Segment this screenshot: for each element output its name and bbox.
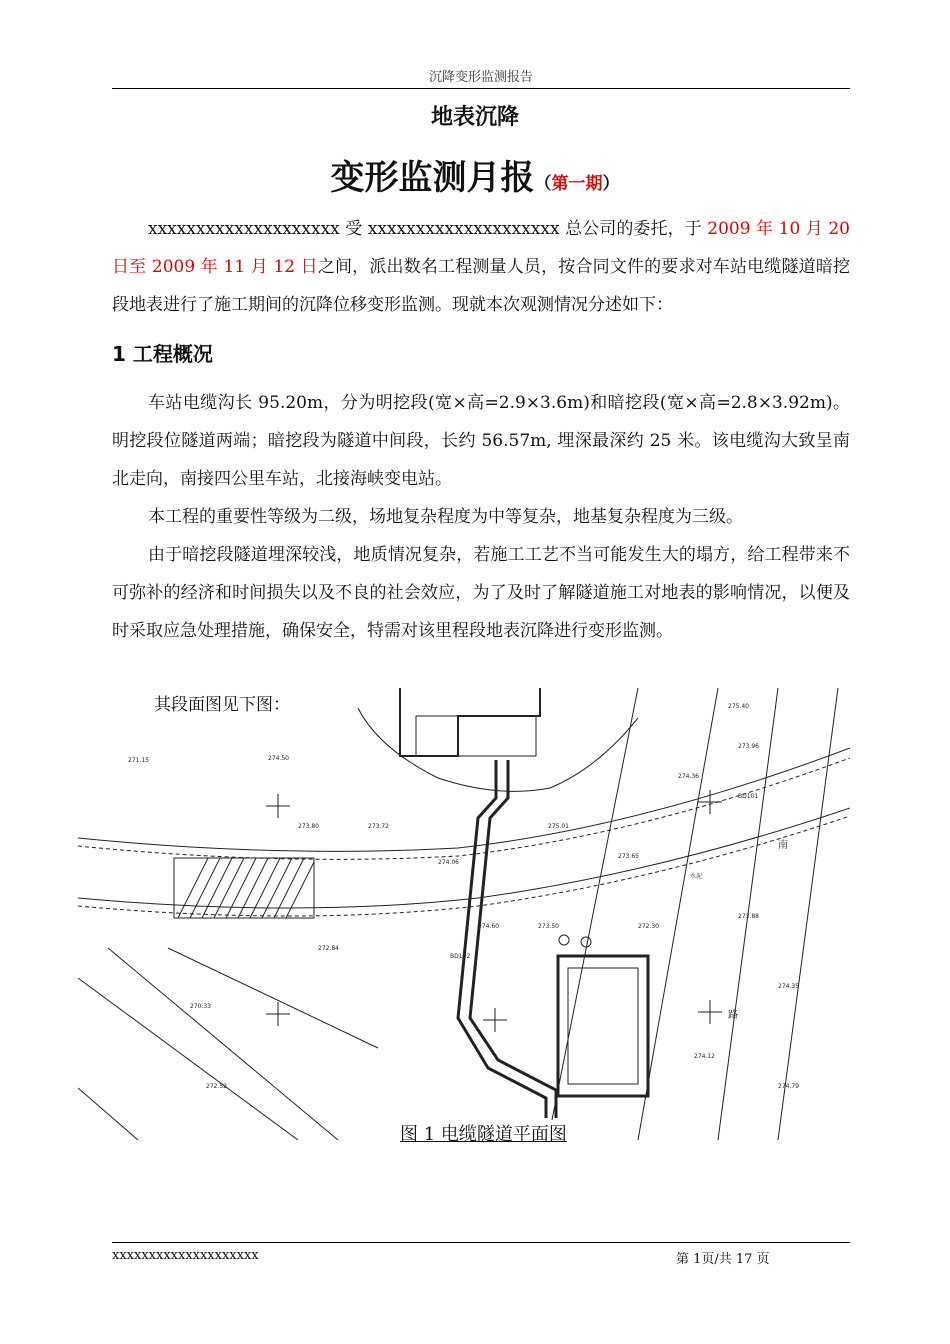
section-paragraph-2: 本工程的重要性等级为二级，场地复杂程度为中等复杂，地基复杂程度为三级。 [148, 507, 743, 527]
elev-label: 273.96 [738, 743, 759, 750]
elev-label: 274.35 [778, 983, 799, 990]
issue-open: （ [534, 174, 552, 194]
elev-label: 274.12 [694, 1053, 715, 1060]
section-paragraph-1: 车站电缆沟长 95.20m，分为明挖段(宽×高=2.9×3.6m)和暗挖段(宽×高=2.8×3.92m)。明挖段位隧道两端；暗挖段为隧道中间段，长约 56.57m, 埋深最深约 25 米。该电缆沟大致呈南北走向，南接四公里车站，北接海峡变电站。 [112, 393, 850, 489]
main-title: 变形监测月报 [330, 158, 535, 198]
elev-label: 273.50 [538, 923, 559, 930]
elev-label: 272.30 [638, 923, 659, 930]
elev-label: 274.06 [438, 859, 459, 866]
elev-label: 275.40 [728, 703, 749, 710]
elev-label: 274.60 [478, 923, 499, 930]
intro-date-range: 2009 年 10 月 20 日至 2009 年 11 月 12 日 [112, 219, 850, 277]
figure-caption: 图 1 电缆隧道平面图 [398, 1120, 569, 1146]
intro-text-b: 之间，派出数名工程测量人员，按合同文件的要求对车站电缆隧道暗挖段地表进行了施工期间的沉降位移变形监测。现就本次观测情况分述如下： [112, 257, 850, 315]
elev-label: 272.52 [206, 1083, 227, 1090]
label-south: 南 [778, 840, 788, 851]
footer-rule [112, 1242, 850, 1243]
elev-label: 273.88 [738, 913, 759, 920]
section-heading: 1 工程概况 [112, 342, 213, 366]
elev-label: 271.15 [128, 757, 149, 764]
figure-lead-text: 其段面图见下图： [152, 690, 292, 715]
label-water: 水泥 [690, 873, 703, 880]
issue-label: 第一期 [551, 174, 603, 194]
page-number: 第 1页/共 17 页 [676, 1252, 770, 1267]
intro-text-a: xxxxxxxxxxxxxxxxxxxx 受 xxxxxxxxxxxxxxxxxxxx 总公司的委托，于 [148, 219, 708, 239]
elev-label: 270.33 [190, 1003, 211, 1010]
section-paragraph-3: 由于暗挖段隧道埋深较浅，地质情况复杂，若施工工艺不当可能发生大的塌方，给工程带来不可弥补的经济和时间损失以及不良的社会效应，为了及时了解隧道施工对地表的影响情况，以便及时采取应急处理措施，确保安全，特需对该里程段地表沉降进行变形监测。 [112, 545, 850, 641]
footer-org: xxxxxxxxxxxxxxxxxxxx [112, 1248, 259, 1263]
title-line1: 地表沉降 [430, 105, 519, 130]
elev-label: 274.50 [268, 755, 289, 762]
running-header: 沉降变形监测报告 [428, 70, 533, 85]
label-point1: BD101 [738, 793, 759, 800]
label-point2: BD102 [450, 953, 471, 960]
title-line2 [0, 150, 950, 199]
header-rule [112, 88, 850, 89]
issue-close: ） [602, 174, 620, 194]
elev-label: 274.36 [678, 773, 699, 780]
intro-paragraph [112, 210, 850, 324]
elev-label: 275.01 [548, 823, 569, 830]
elev-label: 273.65 [618, 853, 639, 860]
elev-label: 274.79 [778, 1083, 799, 1090]
label-road: 路 [728, 1010, 738, 1021]
elev-label: 272.84 [318, 945, 339, 952]
elev-label: 273.80 [298, 823, 319, 830]
elev-label: 273.72 [368, 823, 389, 830]
tunnel-plan-drawing [78, 688, 850, 1140]
